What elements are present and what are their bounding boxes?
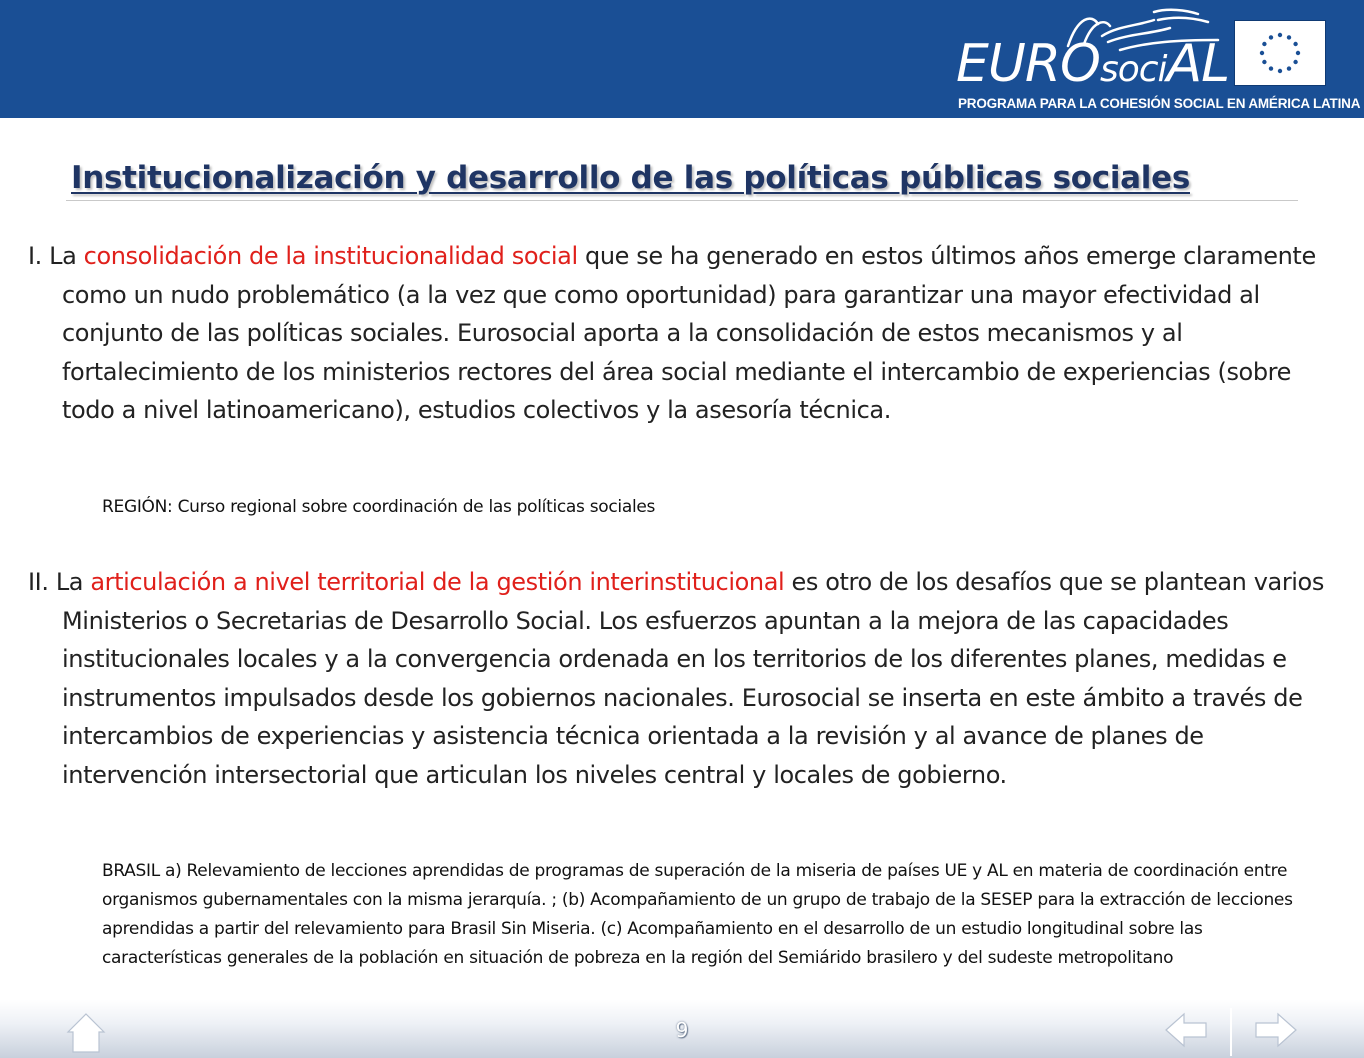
next-arrow-icon	[1254, 1012, 1298, 1048]
header-banner	[0, 0, 1364, 118]
home-icon	[66, 1012, 106, 1054]
page-number: 9	[675, 1018, 689, 1042]
previous-slide-button[interactable]	[1164, 1012, 1208, 1052]
title-divider	[66, 200, 1298, 201]
eu-flag-icon	[1234, 20, 1326, 86]
home-button[interactable]	[66, 1012, 106, 1058]
section-2-note: BRASIL a) Relevamiento de lecciones aprendidas de programas de superación de la miseria de países UE y AL en materia de coordinación entre organismos gubernamentales con la misma jerarquía. ; (b) Acompañamiento de un grupo de trabajo de la SESEP para la extracción de lecciones aprendidas a partir del relevamiento para Brasil Sin Miseria. (c) Acompañamiento en el desarrollo de un estudio longitudinal sobre las características generales de la población en situación de pobreza en la región del Semiárido brasilero y del sudeste metropolitano	[102, 861, 1293, 968]
logo-tagline: PROGRAMA PARA LA COHESIÓN SOCIAL EN AMÉRICA LATINA	[958, 96, 1361, 111]
nav-divider	[1230, 1008, 1232, 1056]
section-1-prefix: I. La	[28, 242, 84, 270]
eurosocial-logo	[950, 6, 1361, 112]
section-1-paragraph	[28, 237, 1342, 430]
section-2-prefix: II. La	[28, 568, 91, 596]
section-1-highlight: consolidación de la institucionalidad social	[83, 242, 578, 270]
prev-arrow-icon	[1164, 1012, 1208, 1048]
section-1-note: REGIÓN: Curso regional sobre coordinación de las políticas sociales	[102, 497, 656, 517]
section-2-highlight: articulación a nivel territorial de la gestión interinstitucional	[90, 568, 785, 596]
slide-title: Institucionalización y desarrollo de las políticas públicas sociales	[71, 160, 1190, 196]
logo-wordmark: EUROsociAL	[956, 34, 1230, 94]
section-2-paragraph	[28, 563, 1342, 794]
next-slide-button[interactable]	[1254, 1012, 1298, 1052]
section-2-text: es otro de los desafíos que se plantean varios Ministerios o Secretarias de Desarrollo Social. Los esfuerzos apuntan a la mejora de las capacidades institucionales locales y a la convergencia ordenada en los territorios de los diferentes planes, medidas e instrumentos impulsados desde los gobiernos nacionales. Eurosocial se inserta en este ámbito a través de intercambios de experiencias y asistencia técnica orientada a la revisión y al avance de planes de intervención intersectorial que articulan los niveles central y locales de gobierno.	[62, 568, 1324, 789]
section-1-text: que se ha generado en estos últimos años emerge claramente como un nudo problemático (a la vez que como oportunidad) para garantizar una mayor efectividad al conjunto de las políticas sociales. Eurosocial aporta a la consolidación de estos mecanismos y al fortalecimiento de los ministerios rectores del área social mediante el intercambio de experiencias (sobre todo a nivel latinoamericano), estudios colectivos y la asesoría técnica.	[62, 242, 1316, 424]
